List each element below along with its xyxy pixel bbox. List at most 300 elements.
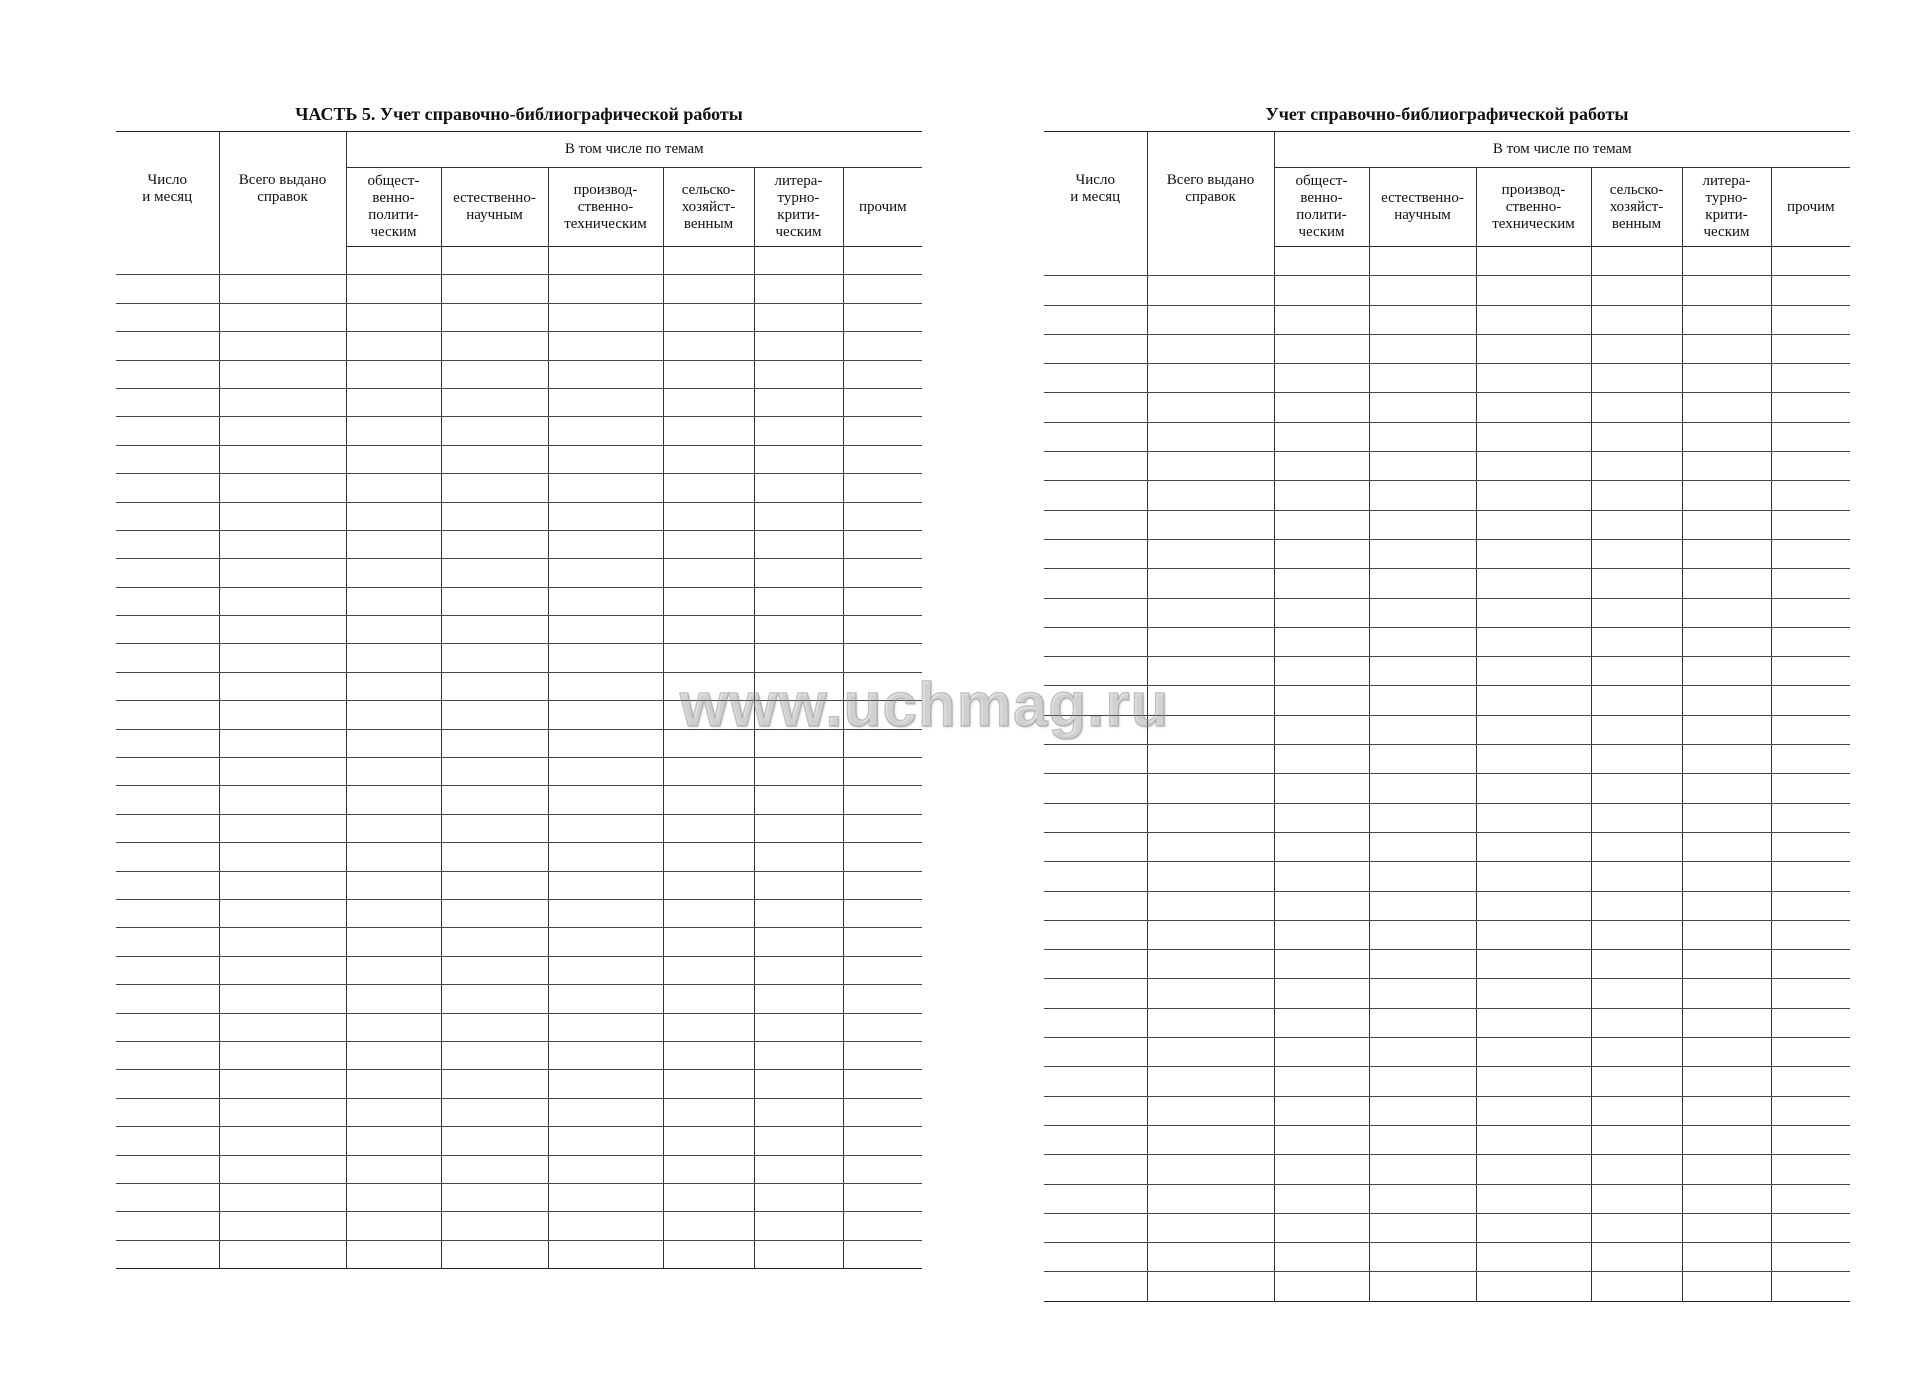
- table-cell[interactable]: [346, 1212, 441, 1240]
- table-cell[interactable]: [116, 417, 219, 445]
- table-cell[interactable]: [1044, 862, 1147, 891]
- table-cell[interactable]: [346, 786, 441, 814]
- table-cell[interactable]: [441, 843, 548, 871]
- table-cell[interactable]: [1771, 950, 1850, 979]
- table-cell[interactable]: [663, 1183, 754, 1211]
- table-cell[interactable]: [1591, 1213, 1682, 1242]
- table-cell[interactable]: [1147, 862, 1274, 891]
- table-cell[interactable]: [441, 899, 548, 927]
- table-cell[interactable]: [1147, 1184, 1274, 1213]
- table-cell[interactable]: [441, 1183, 548, 1211]
- table-cell[interactable]: [1147, 891, 1274, 920]
- table-cell[interactable]: [754, 758, 843, 786]
- table-cell[interactable]: [754, 502, 843, 530]
- table-cell[interactable]: [219, 1013, 346, 1041]
- table-cell[interactable]: [116, 502, 219, 530]
- table-cell[interactable]: [1369, 276, 1476, 305]
- table-cell[interactable]: [1476, 891, 1591, 920]
- table-cell[interactable]: [441, 474, 548, 502]
- table-cell[interactable]: [1044, 305, 1147, 334]
- table-cell[interactable]: [1044, 364, 1147, 393]
- table-cell[interactable]: [843, 871, 922, 899]
- table-cell[interactable]: [754, 786, 843, 814]
- table-cell[interactable]: [1044, 627, 1147, 656]
- table-cell[interactable]: [346, 445, 441, 473]
- table-cell[interactable]: [1147, 305, 1274, 334]
- table-cell[interactable]: [548, 644, 663, 672]
- table-cell[interactable]: [1682, 1184, 1771, 1213]
- table-cell[interactable]: [1591, 715, 1682, 744]
- table-cell[interactable]: [548, 360, 663, 388]
- table-cell[interactable]: [1476, 715, 1591, 744]
- table-cell[interactable]: [219, 1240, 346, 1268]
- table-cell[interactable]: [1044, 452, 1147, 481]
- table-cell[interactable]: [1274, 657, 1369, 686]
- table-cell[interactable]: [1682, 305, 1771, 334]
- table-cell[interactable]: [1147, 745, 1274, 774]
- table-cell[interactable]: [843, 587, 922, 615]
- table-cell[interactable]: [441, 1240, 548, 1268]
- table-cell[interactable]: [663, 417, 754, 445]
- table-cell[interactable]: [1369, 891, 1476, 920]
- table-cell[interactable]: [1369, 627, 1476, 656]
- table-cell[interactable]: [1274, 832, 1369, 861]
- table-cell[interactable]: [1591, 686, 1682, 715]
- table-cell[interactable]: [548, 1013, 663, 1041]
- table-cell[interactable]: [1147, 569, 1274, 598]
- table-cell[interactable]: [116, 559, 219, 587]
- table-cell[interactable]: [548, 388, 663, 416]
- table-cell[interactable]: [441, 1155, 548, 1183]
- table-cell[interactable]: [663, 1212, 754, 1240]
- table-cell[interactable]: [1274, 950, 1369, 979]
- table-cell[interactable]: [1476, 1067, 1591, 1096]
- table-cell[interactable]: [346, 899, 441, 927]
- table-cell[interactable]: [1147, 276, 1274, 305]
- table-cell[interactable]: [219, 530, 346, 558]
- table-cell[interactable]: [754, 530, 843, 558]
- table-cell[interactable]: [116, 814, 219, 842]
- table-cell[interactable]: [219, 1212, 346, 1240]
- table-cell[interactable]: [1274, 774, 1369, 803]
- table-cell[interactable]: [1771, 920, 1850, 949]
- table-cell[interactable]: [116, 474, 219, 502]
- table-cell[interactable]: [346, 1013, 441, 1041]
- table-cell[interactable]: [1771, 1184, 1850, 1213]
- table-cell[interactable]: [1771, 305, 1850, 334]
- table-cell[interactable]: [663, 530, 754, 558]
- table-cell[interactable]: [663, 1155, 754, 1183]
- table-cell[interactable]: [346, 474, 441, 502]
- table-cell[interactable]: [1147, 422, 1274, 451]
- table-cell[interactable]: [1369, 803, 1476, 832]
- table-cell[interactable]: [1147, 510, 1274, 539]
- table-cell[interactable]: [1476, 393, 1591, 422]
- table-cell[interactable]: [843, 474, 922, 502]
- table-cell[interactable]: [346, 871, 441, 899]
- table-cell[interactable]: [1274, 1243, 1369, 1272]
- table-cell[interactable]: [1147, 1008, 1274, 1037]
- table-cell[interactable]: [1591, 1125, 1682, 1154]
- table-cell[interactable]: [346, 1041, 441, 1069]
- table-cell[interactable]: [548, 275, 663, 303]
- table-cell[interactable]: [754, 956, 843, 984]
- table-cell[interactable]: [219, 445, 346, 473]
- table-cell[interactable]: [1591, 745, 1682, 774]
- table-cell[interactable]: [1771, 1038, 1850, 1067]
- table-cell[interactable]: [1476, 364, 1591, 393]
- table-cell[interactable]: [1476, 539, 1591, 568]
- table-cell[interactable]: [1147, 1038, 1274, 1067]
- table-cell[interactable]: [1591, 803, 1682, 832]
- table-cell[interactable]: [116, 445, 219, 473]
- table-cell[interactable]: [1771, 803, 1850, 832]
- table-cell[interactable]: [116, 360, 219, 388]
- table-cell[interactable]: [1591, 422, 1682, 451]
- table-cell[interactable]: [116, 701, 219, 729]
- table-cell[interactable]: [1044, 422, 1147, 451]
- table-cell[interactable]: [219, 417, 346, 445]
- table-cell[interactable]: [1476, 305, 1591, 334]
- table-cell[interactable]: [219, 303, 346, 331]
- table-cell[interactable]: [441, 616, 548, 644]
- table-cell[interactable]: [548, 1155, 663, 1183]
- table-cell[interactable]: [1682, 510, 1771, 539]
- table-cell[interactable]: [1369, 745, 1476, 774]
- table-cell[interactable]: [1476, 1096, 1591, 1125]
- table-cell[interactable]: [1591, 247, 1682, 276]
- table-cell[interactable]: [1274, 452, 1369, 481]
- table-cell[interactable]: [1591, 891, 1682, 920]
- table-cell[interactable]: [441, 644, 548, 672]
- table-cell[interactable]: [548, 985, 663, 1013]
- table-cell[interactable]: [346, 758, 441, 786]
- table-cell[interactable]: [754, 814, 843, 842]
- table-cell[interactable]: [1591, 1155, 1682, 1184]
- table-cell[interactable]: [346, 417, 441, 445]
- table-cell[interactable]: [843, 1070, 922, 1098]
- table-cell[interactable]: [116, 871, 219, 899]
- table-cell[interactable]: [1044, 979, 1147, 1008]
- table-cell[interactable]: [346, 814, 441, 842]
- table-cell[interactable]: [1771, 1213, 1850, 1242]
- table-cell[interactable]: [663, 275, 754, 303]
- table-cell[interactable]: [548, 616, 663, 644]
- table-cell[interactable]: [116, 985, 219, 1013]
- table-cell[interactable]: [1274, 305, 1369, 334]
- table-cell[interactable]: [1044, 832, 1147, 861]
- table-cell[interactable]: [843, 388, 922, 416]
- table-cell[interactable]: [843, 445, 922, 473]
- table-cell[interactable]: [663, 985, 754, 1013]
- table-cell[interactable]: [346, 247, 441, 275]
- table-cell[interactable]: [548, 814, 663, 842]
- table-cell[interactable]: [663, 1240, 754, 1268]
- table-cell[interactable]: [1369, 1125, 1476, 1154]
- table-cell[interactable]: [346, 332, 441, 360]
- table-cell[interactable]: [441, 871, 548, 899]
- table-cell[interactable]: [1682, 657, 1771, 686]
- table-cell[interactable]: [346, 644, 441, 672]
- table-cell[interactable]: [441, 559, 548, 587]
- table-cell[interactable]: [116, 672, 219, 700]
- table-cell[interactable]: [843, 1127, 922, 1155]
- table-cell[interactable]: [346, 587, 441, 615]
- table-cell[interactable]: [548, 871, 663, 899]
- table-cell[interactable]: [1682, 334, 1771, 363]
- table-cell[interactable]: [754, 899, 843, 927]
- table-cell[interactable]: [1044, 1038, 1147, 1067]
- table-cell[interactable]: [116, 616, 219, 644]
- table-cell[interactable]: [663, 303, 754, 331]
- table-cell[interactable]: [1682, 452, 1771, 481]
- table-cell[interactable]: [1369, 1038, 1476, 1067]
- table-cell[interactable]: [843, 559, 922, 587]
- table-cell[interactable]: [346, 1183, 441, 1211]
- table-cell[interactable]: [663, 814, 754, 842]
- table-cell[interactable]: [116, 587, 219, 615]
- table-cell[interactable]: [1274, 1213, 1369, 1242]
- table-cell[interactable]: [754, 1127, 843, 1155]
- table-cell[interactable]: [1771, 598, 1850, 627]
- table-cell[interactable]: [1369, 510, 1476, 539]
- table-cell[interactable]: [346, 701, 441, 729]
- table-cell[interactable]: [1682, 862, 1771, 891]
- table-cell[interactable]: [1369, 657, 1476, 686]
- table-cell[interactable]: [1147, 364, 1274, 393]
- table-cell[interactable]: [116, 843, 219, 871]
- table-cell[interactable]: [1274, 334, 1369, 363]
- table-cell[interactable]: [1682, 803, 1771, 832]
- table-cell[interactable]: [754, 417, 843, 445]
- table-cell[interactable]: [1044, 745, 1147, 774]
- table-cell[interactable]: [1274, 686, 1369, 715]
- table-cell[interactable]: [1369, 1008, 1476, 1037]
- table-cell[interactable]: [219, 1070, 346, 1098]
- table-cell[interactable]: [663, 445, 754, 473]
- table-cell[interactable]: [1682, 745, 1771, 774]
- table-cell[interactable]: [548, 502, 663, 530]
- table-cell[interactable]: [1682, 393, 1771, 422]
- table-cell[interactable]: [219, 1098, 346, 1126]
- table-cell[interactable]: [754, 644, 843, 672]
- table-cell[interactable]: [116, 1070, 219, 1098]
- table-cell[interactable]: [346, 502, 441, 530]
- table-cell[interactable]: [219, 332, 346, 360]
- table-cell[interactable]: [663, 474, 754, 502]
- table-cell[interactable]: [1044, 803, 1147, 832]
- table-cell[interactable]: [1682, 686, 1771, 715]
- table-cell[interactable]: [116, 275, 219, 303]
- table-cell[interactable]: [663, 1070, 754, 1098]
- table-cell[interactable]: [1369, 422, 1476, 451]
- table-cell[interactable]: [1771, 627, 1850, 656]
- table-cell[interactable]: [1682, 1125, 1771, 1154]
- table-cell[interactable]: [441, 388, 548, 416]
- table-cell[interactable]: [1369, 481, 1476, 510]
- table-cell[interactable]: [346, 843, 441, 871]
- table-cell[interactable]: [441, 1013, 548, 1041]
- table-cell[interactable]: [1274, 247, 1369, 276]
- table-cell[interactable]: [1369, 979, 1476, 1008]
- table-cell[interactable]: [548, 1041, 663, 1069]
- table-cell[interactable]: [1044, 1008, 1147, 1037]
- table-cell[interactable]: [843, 616, 922, 644]
- table-cell[interactable]: [116, 786, 219, 814]
- table-cell[interactable]: [1682, 422, 1771, 451]
- table-cell[interactable]: [1771, 1008, 1850, 1037]
- table-cell[interactable]: [1771, 1096, 1850, 1125]
- table-cell[interactable]: [1044, 1243, 1147, 1272]
- table-cell[interactable]: [1369, 862, 1476, 891]
- table-cell[interactable]: [441, 1070, 548, 1098]
- table-cell[interactable]: [441, 1098, 548, 1126]
- table-cell[interactable]: [441, 814, 548, 842]
- table-cell[interactable]: [754, 445, 843, 473]
- table-cell[interactable]: [116, 247, 219, 275]
- table-cell[interactable]: [1591, 1272, 1682, 1301]
- table-cell[interactable]: [1147, 1213, 1274, 1242]
- table-cell[interactable]: [1369, 1243, 1476, 1272]
- table-cell[interactable]: [1682, 920, 1771, 949]
- table-cell[interactable]: [346, 275, 441, 303]
- table-cell[interactable]: [1682, 569, 1771, 598]
- table-cell[interactable]: [843, 502, 922, 530]
- table-cell[interactable]: [1147, 481, 1274, 510]
- table-cell[interactable]: [754, 843, 843, 871]
- table-cell[interactable]: [754, 1183, 843, 1211]
- table-cell[interactable]: [1476, 481, 1591, 510]
- table-cell[interactable]: [1369, 305, 1476, 334]
- table-cell[interactable]: [346, 1127, 441, 1155]
- table-cell[interactable]: [1682, 627, 1771, 656]
- table-cell[interactable]: [663, 956, 754, 984]
- table-cell[interactable]: [441, 502, 548, 530]
- table-cell[interactable]: [843, 332, 922, 360]
- table-cell[interactable]: [754, 1013, 843, 1041]
- table-cell[interactable]: [441, 530, 548, 558]
- table-cell[interactable]: [1476, 1272, 1591, 1301]
- table-cell[interactable]: [1771, 452, 1850, 481]
- table-cell[interactable]: [754, 1098, 843, 1126]
- table-cell[interactable]: [441, 928, 548, 956]
- table-cell[interactable]: [843, 814, 922, 842]
- table-cell[interactable]: [346, 1240, 441, 1268]
- table-cell[interactable]: [754, 275, 843, 303]
- table-cell[interactable]: [843, 1212, 922, 1240]
- table-cell[interactable]: [1591, 1038, 1682, 1067]
- table-cell[interactable]: [1476, 276, 1591, 305]
- table-cell[interactable]: [219, 729, 346, 757]
- table-cell[interactable]: [548, 758, 663, 786]
- table-cell[interactable]: [219, 928, 346, 956]
- table-cell[interactable]: [1476, 1155, 1591, 1184]
- table-cell[interactable]: [441, 1127, 548, 1155]
- table-cell[interactable]: [1591, 657, 1682, 686]
- table-cell[interactable]: [219, 616, 346, 644]
- table-cell[interactable]: [1147, 1272, 1274, 1301]
- table-cell[interactable]: [1682, 1243, 1771, 1272]
- table-cell[interactable]: [1147, 1243, 1274, 1272]
- table-cell[interactable]: [1682, 774, 1771, 803]
- table-cell[interactable]: [1771, 1243, 1850, 1272]
- table-cell[interactable]: [1771, 364, 1850, 393]
- table-cell[interactable]: [346, 928, 441, 956]
- table-cell[interactable]: [1771, 481, 1850, 510]
- table-cell[interactable]: [843, 644, 922, 672]
- table-cell[interactable]: [663, 616, 754, 644]
- table-cell[interactable]: [663, 1098, 754, 1126]
- table-cell[interactable]: [1591, 979, 1682, 1008]
- table-cell[interactable]: [843, 275, 922, 303]
- table-cell[interactable]: [1476, 832, 1591, 861]
- table-cell[interactable]: [1274, 979, 1369, 1008]
- table-cell[interactable]: [1369, 1272, 1476, 1301]
- table-cell[interactable]: [1274, 920, 1369, 949]
- table-cell[interactable]: [1682, 1272, 1771, 1301]
- table-cell[interactable]: [1044, 539, 1147, 568]
- table-cell[interactable]: [1369, 832, 1476, 861]
- table-cell[interactable]: [548, 729, 663, 757]
- table-cell[interactable]: [754, 303, 843, 331]
- table-cell[interactable]: [663, 1013, 754, 1041]
- table-cell[interactable]: [1147, 1155, 1274, 1184]
- table-cell[interactable]: [843, 843, 922, 871]
- table-cell[interactable]: [219, 502, 346, 530]
- table-cell[interactable]: [1044, 510, 1147, 539]
- table-cell[interactable]: [754, 1240, 843, 1268]
- table-cell[interactable]: [1369, 1213, 1476, 1242]
- table-cell[interactable]: [1771, 862, 1850, 891]
- table-cell[interactable]: [1044, 1067, 1147, 1096]
- table-cell[interactable]: [1369, 393, 1476, 422]
- table-cell[interactable]: [1771, 979, 1850, 1008]
- table-cell[interactable]: [1274, 1184, 1369, 1213]
- table-cell[interactable]: [1476, 1213, 1591, 1242]
- table-cell[interactable]: [219, 1155, 346, 1183]
- table-cell[interactable]: [1771, 745, 1850, 774]
- table-cell[interactable]: [116, 1098, 219, 1126]
- table-cell[interactable]: [219, 871, 346, 899]
- table-cell[interactable]: [1369, 1155, 1476, 1184]
- table-cell[interactable]: [1274, 1067, 1369, 1096]
- table-cell[interactable]: [1771, 891, 1850, 920]
- table-cell[interactable]: [663, 928, 754, 956]
- table-cell[interactable]: [1771, 247, 1850, 276]
- table-cell[interactable]: [1591, 1243, 1682, 1272]
- table-cell[interactable]: [1476, 1184, 1591, 1213]
- table-cell[interactable]: [1591, 334, 1682, 363]
- table-cell[interactable]: [663, 388, 754, 416]
- table-cell[interactable]: [219, 360, 346, 388]
- table-cell[interactable]: [1591, 1067, 1682, 1096]
- table-cell[interactable]: [1476, 334, 1591, 363]
- table-cell[interactable]: [754, 616, 843, 644]
- table-cell[interactable]: [116, 388, 219, 416]
- table-cell[interactable]: [1044, 276, 1147, 305]
- table-cell[interactable]: [1147, 950, 1274, 979]
- table-cell[interactable]: [843, 1041, 922, 1069]
- table-cell[interactable]: [1591, 832, 1682, 861]
- table-cell[interactable]: [1476, 920, 1591, 949]
- table-cell[interactable]: [843, 928, 922, 956]
- table-cell[interactable]: [1476, 979, 1591, 1008]
- table-cell[interactable]: [1147, 539, 1274, 568]
- table-cell[interactable]: [1274, 745, 1369, 774]
- table-cell[interactable]: [1771, 1067, 1850, 1096]
- table-cell[interactable]: [1044, 891, 1147, 920]
- table-cell[interactable]: [1591, 276, 1682, 305]
